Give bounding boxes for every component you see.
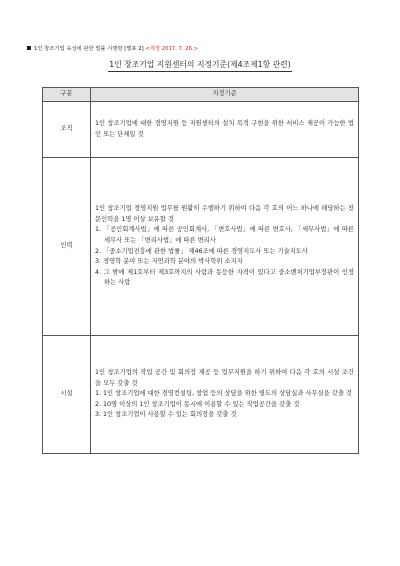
criteria-line: 1인 창조기업의 작업 공간 및 회의장 제공 등 업무지원을 하기 위하여 다음 각 호의 시설 조건을 모두 갖출 것 [95,369,354,387]
table-row-facilities [43,336,359,454]
document-title-text: 1인 창조기업 지원센터의 지정기준(제4조제1항 관련) [108,59,292,72]
revision-note: <개정 2017. 7. 26.> [145,46,199,52]
criteria-organization [91,102,359,158]
criteria-item: 1. 1인 창조기업에 대한 경영컨설팅, 창업 등의 상담을 위한 별도의 상담실과 사무실을 갖출 것 [95,390,353,398]
header-criteria: 지정기준 [91,88,359,102]
criteria-line: 1인 창조기업에 대한 경영지원 등 지원센터의 설치 목적 구현을 위한 서비스 제공이 가능한 법인 또는 단체일 것 [95,119,354,138]
header-text: 1인 창조기업 육성에 관한 법률 시행령 [별표 2] [34,46,144,52]
square-bullet-icon [27,46,31,50]
criteria-personnel [91,158,359,336]
category-organization: 조직 [43,102,91,158]
table-row-personnel [43,158,359,336]
criteria-item: 4. 그 밖에 제1호부터 제3호까지의 사람과 동등한 자격이 있다고 중소벤처기업부장관이 인정하는 사람 [95,268,354,287]
document-header [27,44,377,52]
category-facilities: 시설 [43,336,91,454]
criteria-item: 2. 「중소기업진흥에 관한 법률」 제46조에 따른 경영지도사 또는 기술지도사 [95,247,308,255]
criteria-item: 1. 「공인회계사법」에 따른 공인회계사, 「변호사법」에 따른 변호사, 「세무사법」에 따른 세무사 또는 「변리사법」에 따른 변리사 [95,226,354,244]
criteria-line: 1인 창조기업 경영지원 업무를 원활히 수행하기 위하여 다음 각 호의 어느 하나에 해당하는 전문인력을 1명 이상 보유할 것 [95,205,354,223]
criteria-table [42,87,359,454]
table-row-organization [43,102,359,158]
criteria-facilities [91,336,359,454]
table-header-row [43,88,359,102]
criteria-item: 2. 10명 이상의 1인 창조기업이 동시에 이용할 수 있는 작업공간을 갖출 것 [95,400,300,408]
category-personnel: 인력 [43,158,91,336]
document-title [0,59,400,72]
criteria-item: 3. 경영학 분야 또는 자연과학 분야의 박사학위 소지자 [95,258,243,266]
criteria-item: 3. 1인 창조기업이 사용할 수 있는 회의장을 갖출 것 [95,411,237,419]
header-category: 구분 [43,88,91,102]
